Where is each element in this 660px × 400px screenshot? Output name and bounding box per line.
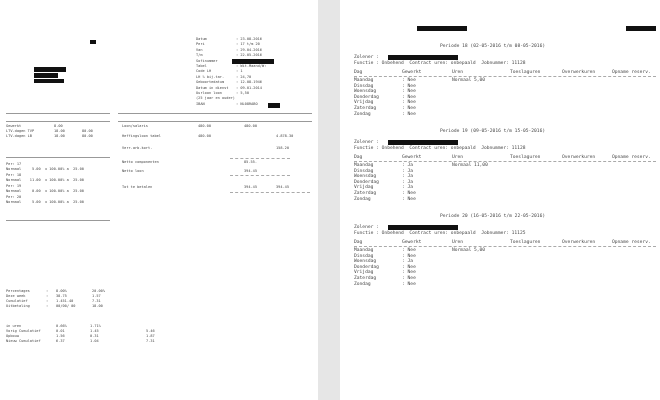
loon-row-bewerking: 480.00 [198, 124, 211, 128]
redaction-bar [626, 26, 656, 31]
vakantie-label: in uren [6, 324, 22, 328]
summary-label: Gewerkt [6, 124, 22, 128]
day-name: Dinsdag [354, 253, 374, 259]
redaction-bar [388, 225, 458, 230]
reserv-colon: : [46, 304, 49, 308]
loon-row-label: Netto componenten [122, 160, 159, 164]
detail-label: Uurloon loon [196, 91, 222, 95]
detail-value: : 12-08-1946 [236, 80, 262, 85]
day-name: Woensdag [354, 259, 377, 265]
summary-label: LTV-dagen LB [6, 134, 32, 138]
day-gewerkt: : Nee [402, 281, 416, 287]
uren-period-label: Per: 20 [6, 195, 22, 199]
period-col-header: Uren [452, 155, 464, 160]
period-col-header: Gewerkt [402, 240, 422, 245]
day-gewerkt: : Nee [402, 264, 416, 270]
day-name: Maandag [354, 78, 374, 83]
uren-type: Normaal [452, 248, 472, 253]
reserv-label: Cumulatief [6, 299, 28, 303]
period-col-header: Gewerkt [402, 155, 422, 160]
loon-row-te-betalen: 480.00 [244, 124, 257, 128]
loon-row-label: Tot te betalen [122, 185, 153, 189]
loon-row-label: Heffingsloon tabel [122, 134, 161, 138]
period-col-header: Opname reserv. [612, 240, 651, 245]
zolener-label: Zolener : [354, 55, 379, 60]
day-gewerkt: : Ja [402, 185, 414, 191]
redaction-bar [232, 59, 274, 64]
redaction-bar [388, 140, 458, 145]
uren-line: Normaal 5.00 x 100.00% a 25.00 [6, 200, 84, 204]
detail-label: Code LH [196, 69, 212, 74]
redaction-bar [90, 40, 96, 44]
day-gewerkt: : Ja [402, 179, 414, 185]
day-name: Maandag [354, 163, 374, 168]
day-gewerkt: : Nee [402, 191, 416, 196]
day-gewerkt: : Nee [402, 270, 416, 276]
vakantie-label: Vorig Cumulatief [6, 329, 41, 333]
period-col-header: Uren [452, 240, 464, 245]
uren-period-label: Per: 18 [6, 173, 22, 177]
uren-period-label: Per: 19 [6, 184, 22, 188]
detail-value: : 1 [236, 69, 243, 74]
detail-label: (25 jaar en ouder) [196, 96, 235, 101]
period-col-header: Opname reserv. [612, 155, 651, 160]
detail-label: T/m [196, 53, 203, 58]
vakantie-wettelijk: 0.66% [56, 324, 67, 328]
vakantie-label: Opbouw [6, 334, 19, 338]
detail-label: Sofinummer [196, 58, 218, 63]
period-col-header: Gewerkt [402, 70, 422, 75]
vakantie-bovenwettelijk: 1.04 [90, 339, 99, 343]
summary-periode: 18.00 [54, 134, 65, 138]
day-name: Zondag [354, 196, 371, 202]
loon-row-label: Netto loon [122, 169, 144, 173]
detail-label: LH % bij.tar. [196, 74, 225, 79]
loon-row-te-betalen: 394.45 [244, 169, 257, 173]
redaction-bar [34, 79, 64, 83]
redaction-bar [34, 67, 66, 72]
payslip-page [0, 0, 318, 400]
day-gewerkt: : Nee [402, 248, 416, 253]
uren-line: Normaal 5.00 x 100.00% a 25.00 [6, 167, 84, 171]
detail-label: Geboortedatum [196, 80, 225, 85]
period-col-header: Overwerkuren [562, 70, 596, 75]
vakantie-totaal: 7.31 [146, 339, 155, 343]
day-gewerkt: : Ja [402, 259, 414, 265]
detail-label: Datum in dienst [196, 85, 229, 90]
period-col-header: Dag [354, 70, 363, 75]
day-gewerkt: : Nee [402, 89, 416, 95]
day-gewerkt: : Nee [402, 253, 416, 259]
detail-label: IBAN [196, 101, 205, 106]
day-name: Zondag [354, 281, 371, 287]
vakantie-wettelijk: 1.56 [56, 334, 65, 338]
summary-cumul: 80.00 [82, 134, 93, 138]
loon-row-cumulatief: 394.45 [276, 185, 289, 189]
detail-value: : 24,70 [236, 74, 252, 79]
day-gewerkt: : Nee [402, 83, 416, 89]
period-col-header: Uren [452, 70, 464, 75]
loon-row-label: Loon/salaris [122, 124, 148, 128]
day-gewerkt: : Ja [402, 163, 414, 168]
loon-row-label: Verr.arb.kort. [122, 146, 153, 150]
functie-line: Functie : Onbehend Contract uren: onbepaald Jobnummer: 11128 [354, 61, 526, 66]
day-name: Donderdag [354, 94, 379, 100]
day-gewerkt: : Ja [402, 168, 414, 174]
reserv-label: Percentages [6, 289, 30, 293]
detail-value: : 22-05-2016 [236, 53, 262, 58]
day-name: Vrijdag [354, 270, 374, 276]
detail-label: Tabel [196, 64, 207, 68]
vakantie-label: Nieuw Cumulatief [6, 339, 41, 343]
uren-type: Normaal [452, 163, 472, 168]
period-col-header: Overwerkuren [562, 155, 596, 160]
vakantie-totaal: 1.87 [146, 334, 155, 338]
functie-line: Functie : Onbehend Contract uren: onbepaald Jobnummer: 11128 [354, 146, 526, 151]
uren-period-label: Per: 17 [6, 162, 22, 166]
day-gewerkt: : Nee [402, 106, 416, 111]
uren-type: Normaal [452, 78, 472, 83]
redaction-bar [417, 26, 467, 31]
vakantie-wettelijk: 6.37 [56, 339, 65, 343]
detail-value: : 5,50 [236, 91, 249, 95]
reserv-vakgeld: 8.00% [56, 289, 67, 293]
vakantie-bovenwettelijk: 1.45 [90, 329, 99, 333]
detail-value: : 29-04-2016 [236, 47, 262, 52]
day-gewerkt: : Nee [402, 276, 416, 281]
timesheet-page [340, 0, 660, 400]
day-name: Dinsdag [354, 83, 374, 89]
redaction-bar [268, 103, 280, 108]
reserv-comp: 18.00 [92, 304, 103, 308]
period-title: Periode 19 (09-05-2016 t/m 15-05-2016) [440, 129, 546, 134]
day-gewerkt: : Nee [402, 94, 416, 100]
redaction-bar [388, 55, 458, 60]
summary-periode: 8.00 [54, 124, 63, 128]
vakantie-wettelijk: 0.01 [56, 329, 65, 333]
day-name: Zaterdag [354, 191, 377, 196]
period-col-header: Overwerkuren [562, 240, 596, 245]
detail-value: : 17 t/m 20 [236, 42, 260, 47]
day-name: Vrijdag [354, 100, 374, 106]
period-title: Periode 18 (02-05-2016 t/m 08-05-2016) [440, 44, 546, 49]
detail-value: : NL08RABO [236, 101, 258, 106]
loon-row-te-betalen: 394.45 [244, 185, 257, 189]
reserv-colon: : [46, 299, 49, 303]
functie-line: Functie : Onbehend Contract uren: onbepaald Jobnummer: 11125 [354, 231, 526, 236]
detail-label: Van [196, 47, 203, 52]
reserv-colon: : [46, 289, 49, 293]
uren-value: 5,00 [474, 248, 486, 253]
period-title: Periode 20 (16-05-2016 t/m 22-05-2016) [440, 214, 546, 219]
day-name: Dinsdag [354, 168, 374, 174]
detail-value: : Wit-Maand/W: [236, 64, 267, 68]
loon-row-cumulatief: 158.20 [276, 146, 289, 150]
reserv-vakgeld: 38.75 [56, 294, 67, 298]
detail-value: : 09-01-2014 [236, 85, 262, 90]
period-col-header: Dag [354, 240, 363, 245]
vakantie-bovenwettelijk: 0.31 [90, 334, 99, 338]
period-col-header: Opname reserv. [612, 70, 651, 75]
loon-row-bewerking: 480.00 [198, 134, 211, 138]
reserv-vakgeld: 1.451.40 [56, 299, 74, 303]
reserv-colon: : [46, 294, 49, 298]
loon-row-cumulatief: 4.878.30 [276, 134, 294, 138]
day-name: Zondag [354, 111, 371, 117]
period-col-header: Toeslaguren [510, 240, 541, 245]
day-name: Maandag [354, 248, 374, 253]
day-gewerkt: : Nee [402, 78, 416, 83]
vakantie-totaal: 5.46 [146, 329, 155, 333]
detail-value: : 23-08-2016 [236, 37, 262, 41]
reserv-vakgeld: 00/00/ 00 [56, 304, 76, 308]
day-name: Woensdag [354, 89, 377, 95]
detail-label: Datum [196, 37, 207, 41]
day-gewerkt: : Nee [402, 196, 416, 202]
period-col-header: Dag [354, 155, 363, 160]
zolener-label: Zolener : [354, 140, 379, 145]
reserv-comp: 7.31 [92, 299, 101, 303]
day-name: Woensdag [354, 174, 377, 180]
reserv-label: Deze week [6, 294, 26, 298]
detail-label: Peri [196, 42, 205, 47]
day-gewerkt: : Nee [402, 111, 416, 117]
period-col-header: Toeslaguren [510, 70, 541, 75]
reserv-label: Uitbetaling [6, 304, 30, 308]
day-gewerkt: : Nee [402, 100, 416, 106]
reserv-comp: 20.00% [92, 289, 105, 293]
uren-value: 11,00 [474, 163, 488, 168]
day-name: Donderdag [354, 264, 379, 270]
vakantie-bovenwettelijk: 1.71% [90, 324, 101, 328]
loon-row-te-betalen: 85.55- [244, 160, 257, 164]
day-name: Vrijdag [354, 185, 374, 191]
redaction-bar [34, 73, 58, 78]
summary-periode: 18.00 [54, 129, 65, 133]
day-name: Donderdag [354, 179, 379, 185]
summary-label: LTV-dagen TVP [6, 129, 35, 133]
reserv-comp: 1.57 [92, 294, 101, 298]
period-col-header: Toeslaguren [510, 155, 541, 160]
uren-line: Normaal 0.00 x 100.00% a 25.00 [6, 189, 84, 193]
zolener-label: Zolener : [354, 225, 379, 230]
uren-line: Normaal 11.00 x 100.00% a 25.00 [6, 178, 84, 182]
day-name: Zaterdag [354, 106, 377, 111]
day-gewerkt: : Ja [402, 174, 414, 180]
uren-value: 5,00 [474, 78, 486, 83]
summary-cumul: 80.00 [82, 129, 93, 133]
day-name: Zaterdag [354, 276, 377, 281]
